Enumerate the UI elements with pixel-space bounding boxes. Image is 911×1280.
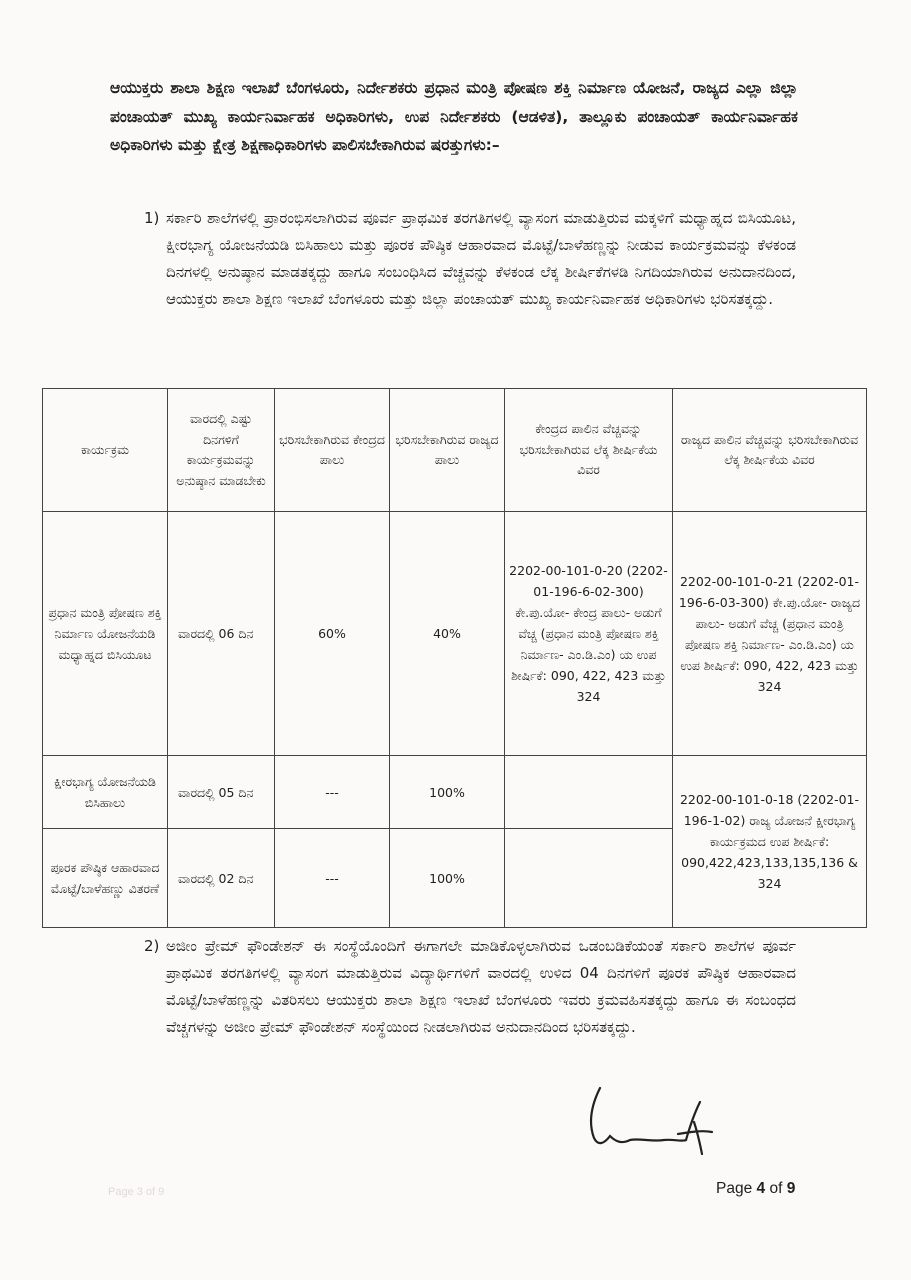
cell-days: ವಾರದಲ್ಲಿ 05 ದಿನ bbox=[168, 756, 275, 829]
cell-central-share: --- bbox=[275, 829, 390, 928]
header-state-share: ಭರಿಸಬೇಕಾಗಿರುವ ರಾಜ್ಯದ ಪಾಲು bbox=[390, 389, 505, 512]
cell-program: ಕ್ಷೀರಭಾಗ್ಯ ಯೋಜನೆಯಡಿ ಬಿಸಿಹಾಲು bbox=[43, 756, 168, 829]
cell-central-share: --- bbox=[275, 756, 390, 829]
cell-state-head: 2202-00-101-0-21 (2202-01-196-6-03-300) ಕೇ.ಪು.ಯೋ- ರಾಜ್ಯದ ಪಾಲು- ಅಡುಗೆ ವೆಚ್ಚ (ಪ್ರಧಾನ ಮಂತ್ರಿ ಪೋಷಣ ಶಕ್ತಿ ನಿರ್ಮಾಣ- ಎಂ.ಡಿ.ಎಂ) ಯ ಉಪ ಶೀರ್ಷಿಕೆ: 090, 422, 423 ಮತ್ತು 324 bbox=[673, 512, 867, 756]
cell-central-head: 2202-00-101-0-20 (2202-01-196-6-02-300) ಕೇ.ಪು.ಯೋ- ಕೇಂದ್ರ ಪಾಲು- ಅಡುಗೆ ವೆಚ್ಚ (ಪ್ರಧಾನ ಮಂತ್ರಿ ಪೋಷಣ ಶಕ್ತಿ ನಿರ್ಮಾಣ- ಎಂ.ಡಿ.ಎಂ) ಯ ಉಪ ಶೀರ್ಷಿಕೆ: 090, 422, 423 ಮತ್ತು 324 bbox=[505, 512, 673, 756]
header-days: ವಾರದಲ್ಲಿ ಎಷ್ಟು ದಿನಗಳಿಗೆ ಕಾರ್ಯಕ್ರಮವನ್ನು ಅನುಷ್ಠಾನ ಮಾಡಬೇಕು bbox=[168, 389, 275, 512]
header-program: ಕಾರ್ಯಕ್ರಮ bbox=[43, 389, 168, 512]
table-row bbox=[43, 512, 867, 756]
cell-days: ವಾರದಲ್ಲಿ 06 ದಿನ bbox=[168, 512, 275, 756]
current-page: 4 bbox=[756, 1180, 766, 1197]
cell-program: ಪ್ರಧಾನ ಮಂತ್ರಿ ಪೋಷಣ ಶಕ್ತಿ ನಿರ್ಮಾಣ ಯೋಜನೆಯಡಿ ಮಧ್ಯಾಹ್ನದ ಬಿಸಿಯೂಟ bbox=[43, 512, 168, 756]
page-word: Page bbox=[716, 1180, 753, 1197]
header-central-head: ಕೇಂದ್ರದ ಪಾಲಿನ ವೆಚ್ಚವನ್ನು ಭರಿಸಬೇಕಾಗಿರುವ ಲೆಕ್ಕ ಶೀರ್ಷಿಕೆಯ ವಿವರ bbox=[505, 389, 673, 512]
table-row bbox=[43, 756, 867, 829]
cell-state-share: 40% bbox=[390, 512, 505, 756]
of-word: of bbox=[769, 1180, 783, 1197]
condition-1 bbox=[144, 205, 796, 313]
cell-program: ಪೂರಕ ಪೌಷ್ಠಿಕ ಆಹಾರವಾದ ಮೊಟ್ಟೆ/ಬಾಳೆಹಣ್ಣು ವಿತರಣೆ bbox=[43, 829, 168, 928]
cell-central-head bbox=[505, 756, 673, 829]
header-central-share: ಭರಿಸಬೇಕಾಗಿರುವ ಕೇಂದ್ರದ ಪಾಲು bbox=[275, 389, 390, 512]
bleed-through-page-number: Page 3 of 9 bbox=[108, 1186, 165, 1198]
table-header-row bbox=[43, 389, 867, 512]
cell-state-head-merged: 2202-00-101-0-18 (2202-01-196-1-02) ರಾಜ್ಯ ಯೋಜನೆ ಕ್ಷೀರಭಾಗ್ಯ ಕಾರ್ಯಕ್ರಮದ ಉಪ ಶೀರ್ಷಿಕೆ: 090,422,423,133,135,136 & 324 bbox=[673, 756, 867, 928]
addressees-paragraph: ಆಯುಕ್ತರು ಶಾಲಾ ಶಿಕ್ಷಣ ಇಲಾಖೆ ಬೆಂಗಳೂರು, ನಿರ್ದೇಶಕರು ಪ್ರಧಾನ ಮಂತ್ರಿ ಪೋಷಣ ಶಕ್ತಿ ನಿರ್ಮಾಣ ಯೋಜನೆ, ರಾಜ್ಯದ ಎಲ್ಲಾ ಜಿಲ್ಲಾ ಪಂಚಾಯತ್ ಮುಖ್ಯ ಕಾರ್ಯನಿರ್ವಾಹಕ ಅಧಿಕಾರಿಗಳು, ಉಪ ನಿರ್ದೇಶಕರು (ಆಡಳಿತ), ತಾಲ್ಲೂಕು ಪಂಚಾಯತ್ ಕಾರ್ಯನಿರ್ವಾಹಕ ಅಧಿಕಾರಿಗಳು ಮತ್ತು ಕ್ಷೇತ್ರ ಶಿಕ್ಷಣಾಧಿಕಾರಿಗಳು ಪಾಲಿಸಬೇಕಾಗಿರುವ ಷರತ್ತುಗಳು:– bbox=[110, 79, 798, 154]
page-number bbox=[716, 1180, 795, 1198]
condition-number: 2) bbox=[144, 937, 160, 955]
cell-state-share: 100% bbox=[390, 829, 505, 928]
header-state-head: ರಾಜ್ಯದ ಪಾಲಿನ ವೆಚ್ಚವನ್ನು ಭರಿಸಬೇಕಾಗಿರುವ ಲೆಕ್ಕ ಶೀರ್ಷಿಕೆಯ ವಿವರ bbox=[673, 389, 867, 512]
condition-2 bbox=[144, 933, 796, 1041]
total-pages: 9 bbox=[786, 1180, 796, 1197]
funding-table bbox=[42, 388, 867, 928]
condition-text: ಸರ್ಕಾರಿ ಶಾಲೆಗಳಲ್ಲಿ ಪ್ರಾರಂಭಿಸಲಾಗಿರುವ ಪೂರ್ವ ಪ್ರಾಥಮಿಕ ತರಗತಿಗಳಲ್ಲಿ ವ್ಯಾಸಂಗ ಮಾಡುತ್ತಿರುವ ಮಕ್ಕಳಿಗೆ ಮಧ್ಯಾಹ್ನದ ಬಿಸಿಯೂಟ, ಕ್ಷೀರಭಾಗ್ಯ ಯೋಜನೆಯಡಿ ಬಿಸಿಹಾಲು ಮತ್ತು ಪೂರಕ ಪೌಷ್ಠಿಕ ಆಹಾರವಾದ ಮೊಟ್ಟೆ/ಬಾಳೆಹಣ್ಣನ್ನು ನೀಡುವ ಕಾರ್ಯಕ್ರಮವನ್ನು ಕೆಳಕಂಡ ದಿನಗಳಲ್ಲಿ ಅನುಷ್ಠಾನ ಮಾಡತಕ್ಕದ್ದು ಹಾಗೂ ಸಂಬಂಧಿಸಿದ ವೆಚ್ಚವನ್ನು ಕೆಳಕಂಡ ಲೆಕ್ಕ ಶೀರ್ಷಿಕೆಗಳಡಿ ನಿಗದಿಯಾಗಿರುವ ಅನುದಾನದಿಂದ, ಆಯುಕ್ತರು ಶಾಲಾ ಶಿಕ್ಷಣ ಇಲಾಖೆ ಬೆಂಗಳೂರು ಮತ್ತು ಜಿಲ್ಲಾ ಪಂಚಾಯತ್ ಮುಖ್ಯ ಕಾರ್ಯನಿರ್ವಾಹಕ ಅಧಿಕಾರಿಗಳು ಭರಿಸತಕ್ಕದ್ದು. bbox=[166, 209, 796, 308]
condition-number: 1) bbox=[144, 209, 160, 227]
condition-text: ಅಜೀಂ ಪ್ರೇಮ್ ಫೌಂಡೇಶನ್ ಈ ಸಂಸ್ಥೆಯೊಂದಿಗೆ ಈಗಾಗಲೇ ಮಾಡಿಕೊಳ್ಳಲಾಗಿರುವ ಒಡಂಬಡಿಕೆಯಂತೆ ಸರ್ಕಾರಿ ಶಾಲೆಗಳ ಪೂರ್ವ ಪ್ರಾಥಮಿಕ ತರಗತಿಗಳಲ್ಲಿ ವ್ಯಾಸಂಗ ಮಾಡುತ್ತಿರುವ ವಿದ್ಯಾರ್ಥಿಗಳಿಗೆ ವಾರದಲ್ಲಿ ಉಳಿದ 04 ದಿನಗಳಿಗೆ ಪೂರಕ ಪೌಷ್ಠಿಕ ಆಹಾರವಾದ ಮೊಟ್ಟೆ/ಬಾಳೆಹಣ್ಣನ್ನು ವಿತರಿಸಲು ಆಯುಕ್ತರು ಶಾಲಾ ಶಿಕ್ಷಣ ಇಲಾಖೆ ಬೆಂಗಳೂರು ಇವರು ಕ್ರಮವಹಿಸತಕ್ಕದ್ದು ಹಾಗೂ ಈ ಸಂಬಂಧದ ವೆಚ್ಚಗಳನ್ನು ಅಜೀಂ ಪ್ರೇಮ್ ಫೌಂಡೇಶನ್ ಸಂಸ್ಥೆಯಿಂದ ನೀಡಲಾಗಿರುವ ಅನುದಾನದಿಂದ ಭರಿಸತಕ್ಕದ್ದು. bbox=[166, 937, 796, 1036]
handwritten-signature bbox=[582, 1082, 714, 1158]
cell-state-share: 100% bbox=[390, 756, 505, 829]
cell-central-share: 60% bbox=[275, 512, 390, 756]
cell-central-head bbox=[505, 829, 673, 928]
cell-days: ವಾರದಲ್ಲಿ 02 ದಿನ bbox=[168, 829, 275, 928]
